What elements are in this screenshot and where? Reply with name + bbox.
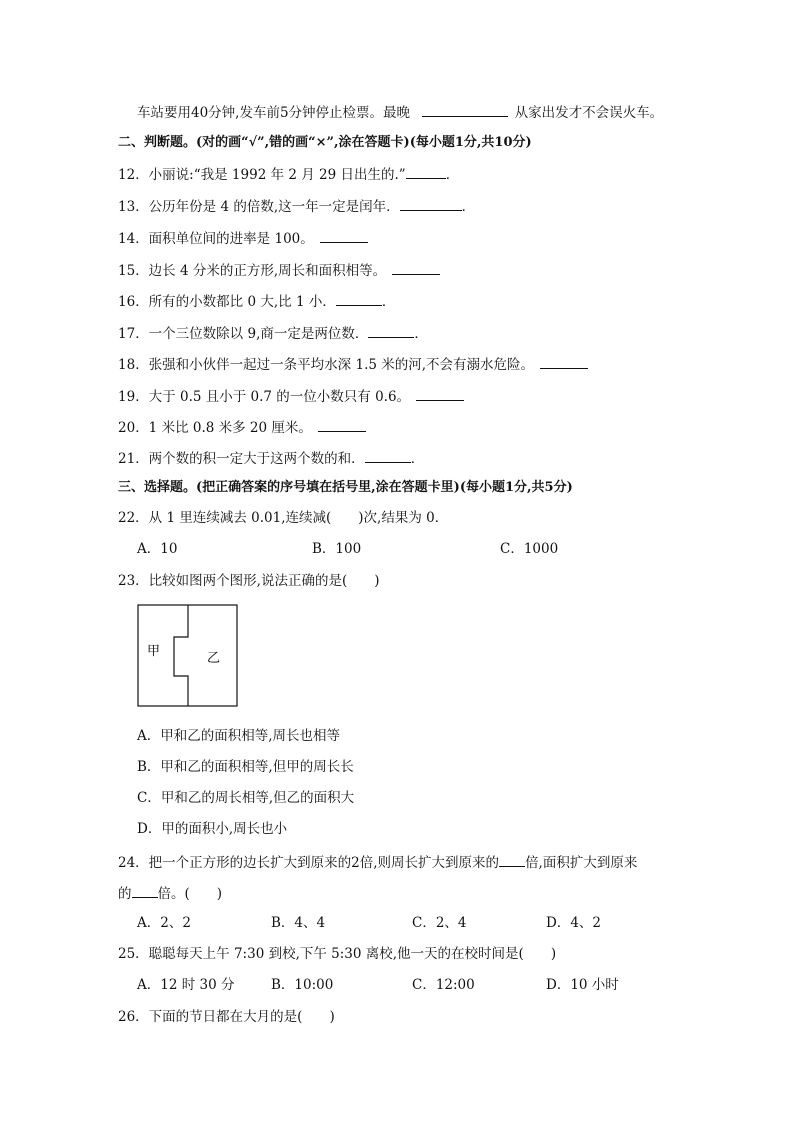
question-number: 18 — [118, 357, 136, 373]
section-3-title: 三、选择题。(把正确答案的序号填在括号里,涂在答题卡里)(每小题1分,共5分) — [118, 480, 573, 495]
q22-option-c[interactable]: C．1000 — [500, 541, 559, 557]
question-text: ．大于 0.5 且小于 0.7 的一位小数只有 0.6。 — [135, 389, 411, 405]
judge-item-21 — [118, 449, 424, 468]
figure-divider-line — [174, 605, 188, 706]
question-number: 20 — [118, 420, 136, 436]
q23-option-c[interactable]: C．甲和乙的周长相等,但乙的面积大 — [137, 790, 355, 806]
q25-option-b[interactable]: B．10:00 — [271, 977, 334, 993]
q24-option-c[interactable]: C．2、4 — [412, 915, 467, 931]
q22-option-a[interactable]: A．10 — [137, 541, 178, 557]
question-end: ． — [461, 199, 476, 215]
answer-blank[interactable] — [406, 165, 446, 179]
q24-stem-line2 — [118, 884, 222, 903]
question-number: 21 — [118, 451, 136, 467]
answer-blank[interactable] — [336, 292, 382, 306]
question-text: ．一个三位数除以 9,商一定是两位数． — [135, 326, 369, 342]
question-text: ．面积单位间的进率是 100。 — [135, 231, 314, 247]
question-end: ． — [414, 326, 428, 342]
q11-text-after: 从家出发才不会误火车。 — [514, 105, 664, 121]
q25-option-c[interactable]: C．12:00 — [412, 977, 475, 993]
q24-option-b[interactable]: B．4、4 — [271, 915, 326, 931]
answer-blank[interactable] — [540, 355, 588, 369]
section-2-title: 二、判断题。(对的画“√”,错的画“×”,涂在答题卡)(每小题1分,共10分) — [118, 135, 532, 150]
answer-blank[interactable] — [400, 197, 462, 211]
q23-option-b[interactable]: B．甲和乙的面积相等,但甲的周长长 — [137, 759, 354, 775]
question-number: 14 — [118, 231, 136, 247]
question-text: ．张强和小伙伴一起过一条平均水深 1.5 米的河,不会有溺水危险。 — [135, 357, 535, 373]
answer-blank[interactable] — [499, 853, 525, 867]
judge-item-18 — [118, 355, 588, 374]
q23-option-a[interactable]: A．甲和乙的面积相等,周长也相等 — [137, 728, 341, 744]
question-text: ．公历年份是 4 的倍数,这一年一定是闰年． — [135, 199, 400, 215]
judge-item-12 — [118, 165, 459, 184]
q24-option-d[interactable]: D．4、2 — [546, 915, 602, 931]
question-text: ．小丽说:“我是 1992 年 2 月 29 日出生的.” — [135, 167, 406, 183]
question-text: ．两个数的积一定大于这两个数的和． — [135, 451, 365, 467]
judge-item-17 — [118, 324, 428, 343]
answer-blank[interactable] — [320, 229, 368, 243]
comparison-figure — [137, 604, 239, 708]
q26-stem: 26．下面的节日都在大月的是( ) — [118, 1009, 335, 1025]
judge-item-20 — [118, 418, 366, 437]
q24-stem-line1 — [118, 853, 637, 872]
q22-stem: 22．从 1 里连续减去 0.01,连续减( )次,结果为 0． — [118, 510, 449, 526]
question-end: ． — [381, 294, 396, 310]
question-text: ．边长 4 分米的正方形,周长和面积相等。 — [135, 263, 387, 279]
question-number: 13 — [118, 199, 136, 215]
judge-item-14 — [118, 229, 368, 248]
q11-text-before: 车站要用40分钟,发车前5分钟停止检票。最晚 — [137, 105, 411, 121]
answer-blank[interactable] — [416, 387, 464, 401]
q24-text-b: 倍,面积扩大到原来 — [525, 855, 638, 871]
question-number: 15 — [118, 263, 136, 279]
judge-item-19 — [118, 387, 464, 406]
question-number: 12 — [118, 167, 136, 183]
q24-text-d: 倍。( ) — [157, 886, 223, 902]
q24-text-a: 24．把一个正方形的边长扩大到原来的2倍,则周长扩大到原来的 — [118, 855, 500, 871]
q25-option-d[interactable]: D．10 小时 — [546, 977, 619, 993]
q25-option-a[interactable]: A．12 时 30 分 — [137, 977, 235, 993]
q22-option-b[interactable]: B．100 — [312, 541, 362, 557]
question-number: 19 — [118, 389, 136, 405]
answer-blank[interactable] — [422, 103, 508, 117]
answer-blank[interactable] — [132, 884, 158, 898]
figure-label-yi: 乙 — [207, 651, 221, 666]
question-end: ． — [445, 167, 460, 183]
answer-blank[interactable] — [318, 418, 366, 432]
question-text: ．所有的小数都比 0 大,比 1 小． — [135, 294, 336, 310]
q11-tail — [137, 103, 663, 122]
answer-blank[interactable] — [368, 324, 414, 338]
q25-stem: 25．聪聪每天上午 7:30 到校,下午 5:30 离校,他一天的在校时间是( ) — [118, 946, 557, 962]
answer-blank[interactable] — [392, 261, 440, 275]
question-number: 17 — [118, 326, 136, 342]
question-end: ． — [410, 451, 425, 467]
answer-blank[interactable] — [365, 449, 411, 463]
q23-option-d[interactable]: D．甲的面积小,周长也小 — [137, 821, 288, 837]
question-number: 16 — [118, 294, 136, 310]
judge-item-13 — [118, 197, 475, 216]
judge-item-16 — [118, 292, 395, 311]
question-text: ．1 米比 0.8 米多 20 厘米。 — [135, 420, 312, 436]
figure-label-jia: 甲 — [147, 644, 161, 659]
q24-option-a[interactable]: A．2、2 — [137, 915, 191, 931]
q23-stem: 23．比较如图两个图形,说法正确的是( ) — [118, 573, 380, 589]
q24-text-c: 的 — [118, 886, 132, 902]
judge-item-15 — [118, 261, 440, 280]
